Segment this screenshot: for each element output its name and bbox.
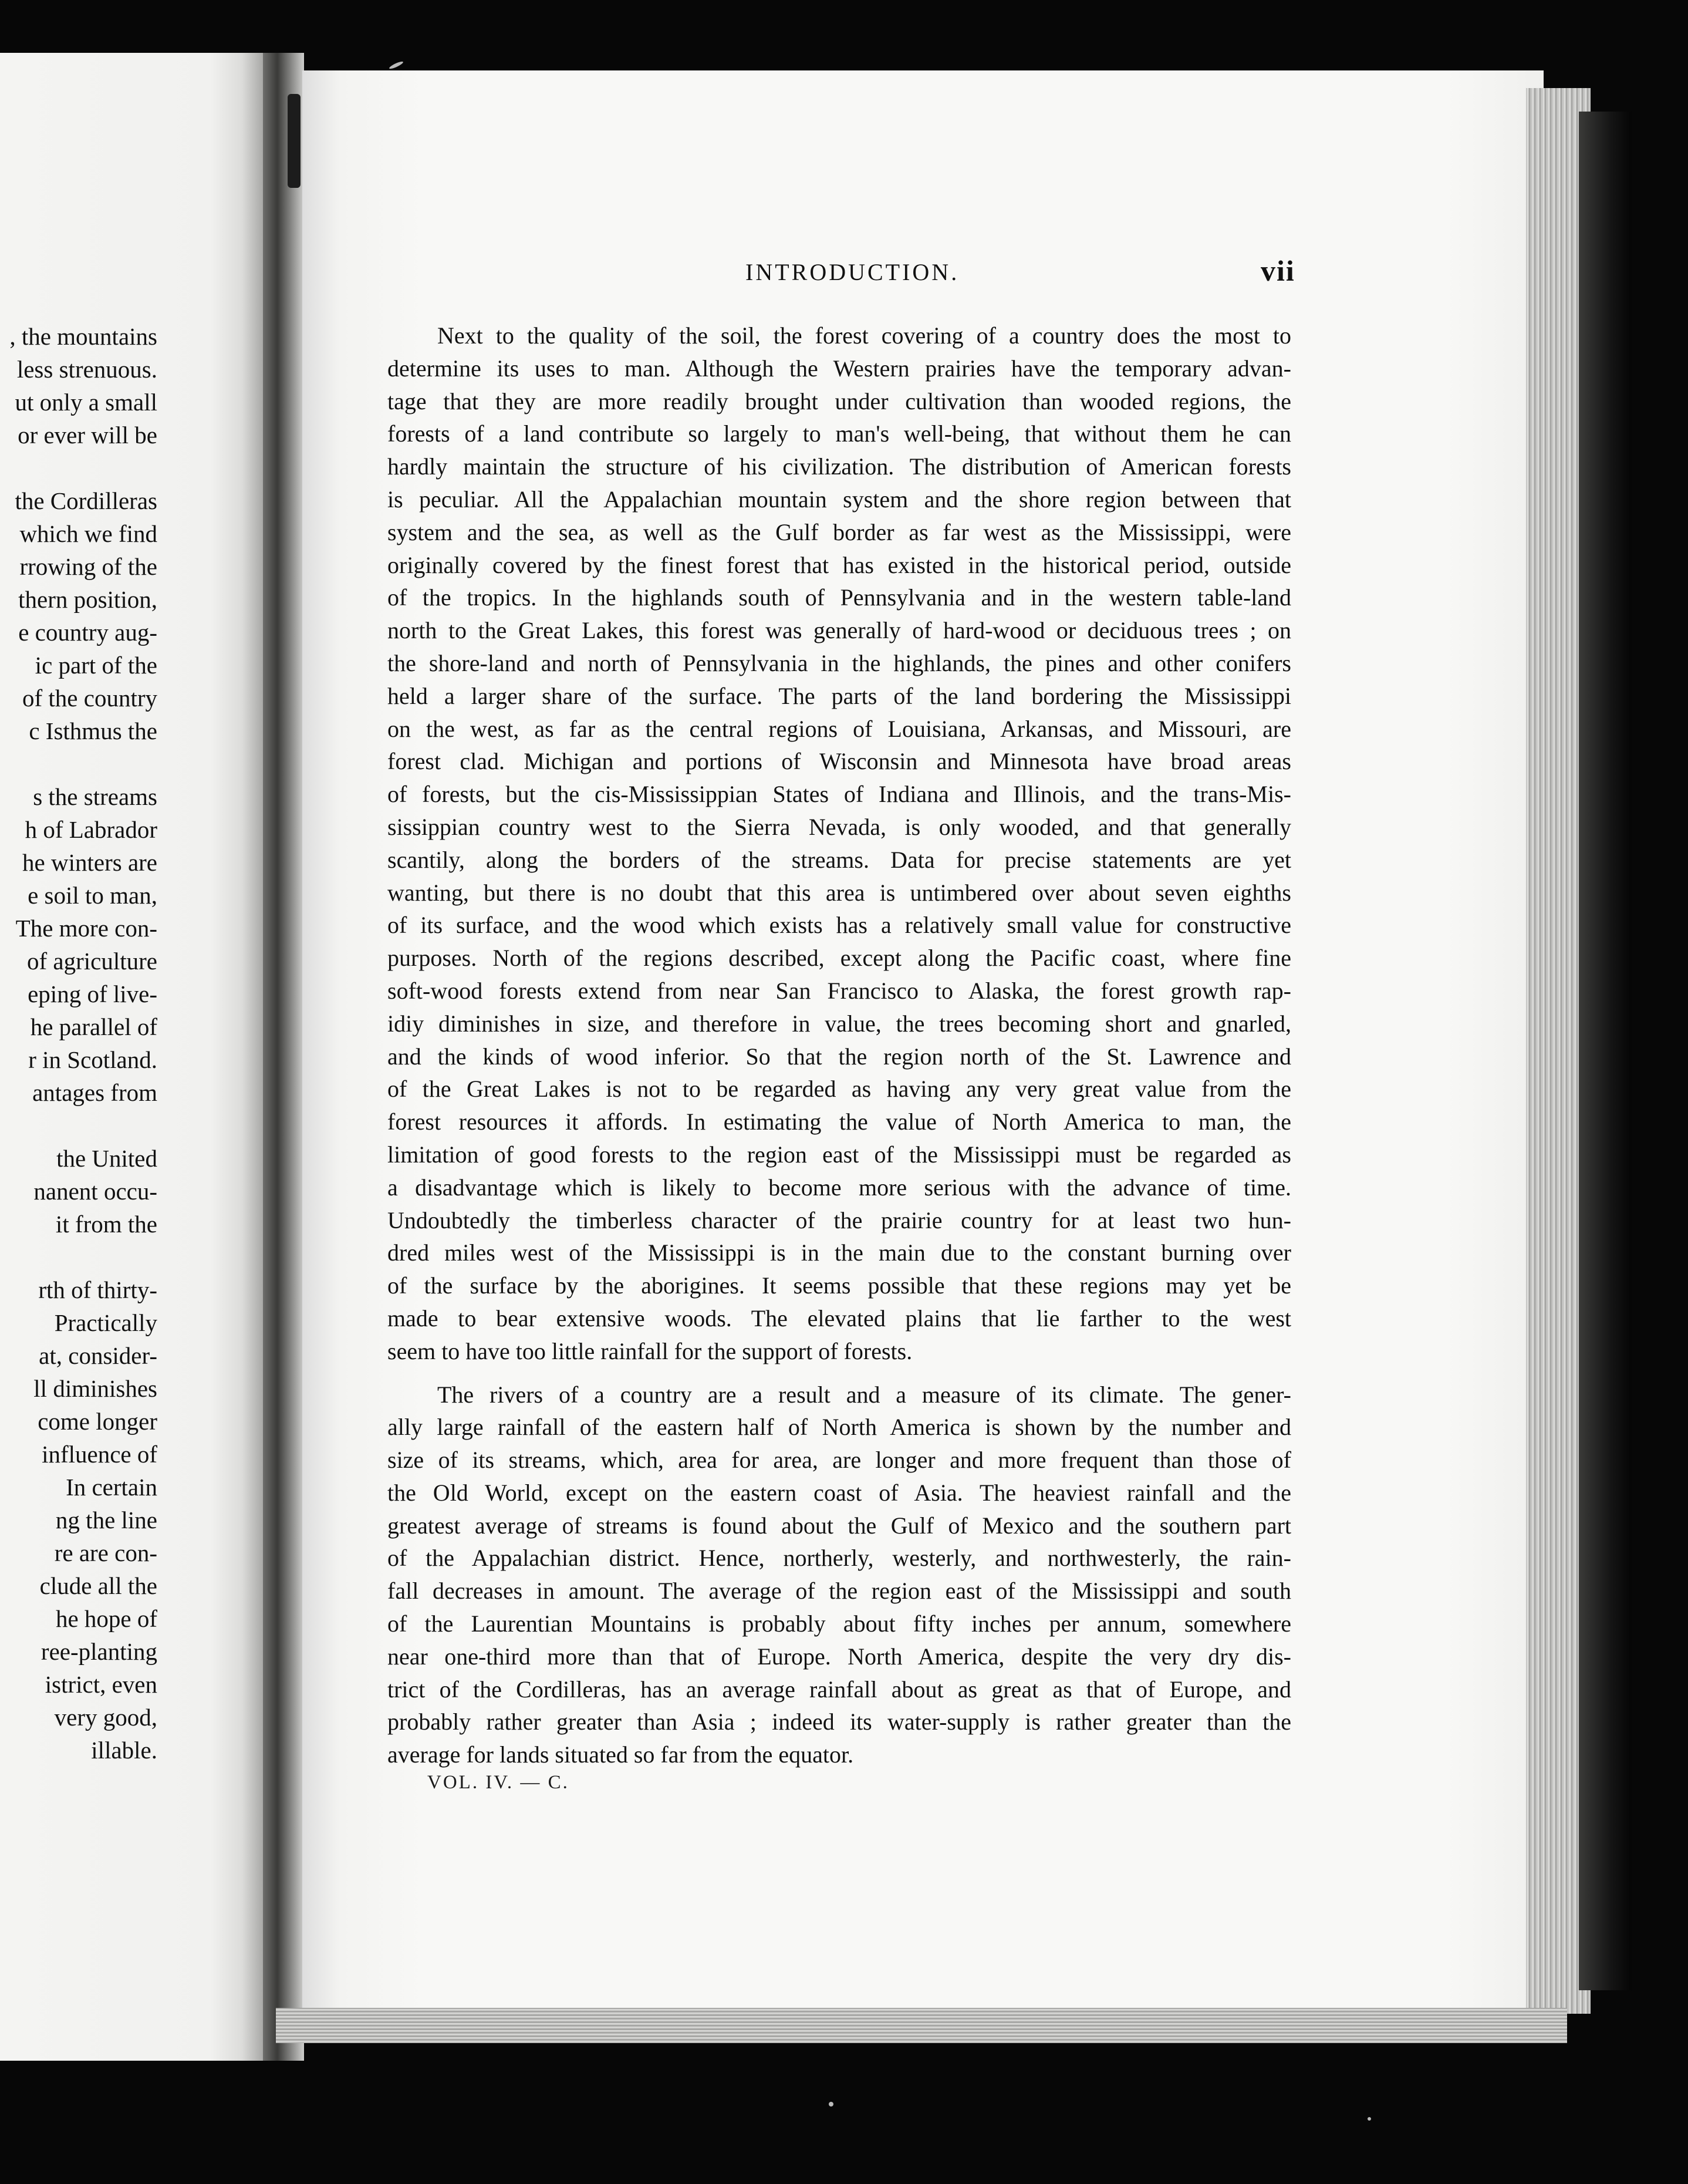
previous-page-line: influence of (42, 1441, 157, 1468)
text-line: Undoubtedly the timberless character of the prairie country for at least two hun- (387, 1206, 1291, 1233)
previous-page-line (0, 1109, 157, 1142)
previous-page-line: he hope of (55, 1605, 157, 1632)
previous-page-line (0, 747, 157, 780)
previous-page-line: thern position, (18, 586, 157, 613)
previous-page-line: he parallel of (30, 1013, 157, 1040)
text-line: of forests, but the cis-Mississippian States of Indiana and Illinois, and the trans-Mis- (387, 781, 1291, 808)
text-line: a disadvantage which is likely to become more serious with the advance of time. (387, 1174, 1291, 1201)
previous-page-line: or ever will be (18, 422, 157, 449)
text-line: of the Appalachian district. Hence, northerly, westerly, and northwesterly, the rain- (387, 1545, 1291, 1572)
previous-page-line: illable. (91, 1737, 157, 1764)
previous-page-line: re are con- (54, 1539, 157, 1566)
text-line: idiy diminishes in size, and therefore in value, the trees becoming short and gnarled, (387, 1010, 1291, 1037)
text-line: north to the Great Lakes, this forest was generally of hard-wood or deciduous trees ; on (387, 617, 1291, 644)
previous-page-line: it from the (55, 1211, 157, 1238)
previous-page-line: e country aug- (18, 619, 157, 646)
text-line: of the Great Lakes is not to be regarded as having any very great value from the (387, 1076, 1291, 1103)
text-line: near one-third more than that of Europe. North America, despite the very dry dis- (387, 1643, 1291, 1670)
text-line: forest resources it affords. In estimating the value of North America to man, the (387, 1108, 1291, 1135)
previous-page-text (0, 320, 157, 1767)
text-line: size of its streams, which, area for area, are longer and more frequent than those of (387, 1447, 1291, 1474)
text-line: scantily, along the borders of the streams. Data for precise statements are yet (387, 846, 1291, 873)
text-line: sissippian country west to the Sierra Nevada, is only wooded, and that generally (387, 813, 1291, 840)
previous-page-line: at, consider- (39, 1342, 157, 1369)
previous-page-line: less strenuous. (16, 356, 157, 383)
previous-page-line: nanent occu- (33, 1178, 157, 1205)
text-line: soft-wood forests extend from near San Francisco to Alaska, the forest growth rap- (387, 977, 1291, 1004)
previous-page-line: Practically (54, 1309, 157, 1336)
book-cover-edge (1579, 112, 1632, 1990)
dust-speck (829, 2102, 833, 2107)
text-line: of the Laurentian Mountains is probably about fifty inches per annum, somewhere (387, 1610, 1291, 1637)
text-line: fall decreases in amount. The average of the region east of the Mississippi and south (387, 1578, 1291, 1605)
previous-page-line: come longer (38, 1408, 157, 1435)
previous-page-line: c Isthmus the (29, 717, 157, 744)
previous-page-line: very good, (54, 1704, 157, 1731)
text-line: ally large rainfall of the eastern half of North America is shown by the number and (387, 1414, 1291, 1441)
text-line: greatest average of streams is found about the Gulf of Mexico and the southern part (387, 1512, 1291, 1539)
previous-page-line: rrowing of the (19, 553, 157, 580)
text-line: seem to have too little rainfall for the support of forests. (387, 1337, 913, 1364)
text-line: hardly maintain the structure of his civilization. The distribution of American forests (387, 453, 1291, 480)
text-line: The rivers of a country are a result and a measure of its climate. The gener- (437, 1381, 1291, 1408)
text-line: dred miles west of the Mississippi is in the main due to the constant burning over (387, 1239, 1291, 1266)
text-line: made to bear extensive woods. The elevated plains that lie farther to the west (387, 1305, 1291, 1332)
previous-page-line: , the mountains (9, 323, 157, 350)
text-line: average for lands situated so far from the equator. (387, 1741, 854, 1768)
previous-page-line: ree-planting (40, 1638, 157, 1665)
previous-page-line: the Cordilleras (15, 487, 157, 514)
previous-page-line: eping of live- (28, 980, 157, 1007)
running-head: INTRODUCTION. (745, 259, 960, 285)
text-line: determine its uses to man. Although the Western prairies have the temporary advan- (387, 355, 1291, 382)
previous-page-line: In certain (66, 1474, 157, 1501)
text-line: of the tropics. In the highlands south of Pennsylvania and in the western table-land (387, 584, 1291, 611)
dust-speck (389, 60, 404, 70)
text-line: probably rather greater than Asia ; indeed its water-supply is rather greater than the (387, 1708, 1291, 1735)
previous-page-line: antages from (32, 1079, 157, 1106)
previous-page-line: istrict, even (45, 1671, 157, 1698)
dust-speck (1368, 2117, 1371, 2121)
text-line: Next to the quality of the soil, the forest covering of a country does the most to (437, 322, 1291, 349)
previous-page-line: h of Labrador (25, 816, 157, 843)
previous-page-line (0, 1241, 157, 1273)
text-line: originally covered by the finest forest that has existed in the historical period, outside (387, 551, 1291, 578)
previous-page-line (0, 451, 157, 484)
previous-page-line: of agriculture (27, 948, 157, 975)
previous-page-line: s the streams (33, 783, 157, 810)
previous-page-line: of the country (22, 685, 157, 712)
page-number: vii (1261, 254, 1295, 287)
previous-page-line: rth of thirty- (38, 1276, 157, 1303)
text-line: forest clad. Michigan and portions of Wisconsin and Minnesota have broad areas (387, 748, 1291, 775)
text-line: on the west, as far as the central regions of Louisiana, Arkansas, and Missouri, are (387, 715, 1291, 742)
previous-page-line: the United (56, 1145, 157, 1172)
previous-page-line: ut only a small (15, 389, 157, 416)
signature-mark: VOL. IV. — C. (427, 1772, 569, 1793)
paragraph (387, 319, 1291, 1368)
text-line: limitation of good forests to the region east of the Mississippi must be regarded as (387, 1141, 1291, 1168)
previous-page-line: ic part of the (35, 652, 157, 679)
text-line: purposes. North of the regions described, except along the Pacific coast, where fine (387, 945, 1291, 972)
text-line: of the surface by the aborigines. It seems possible that these regions may yet be (387, 1272, 1291, 1299)
binding-thread (288, 94, 301, 188)
previous-page-line: clude all the (39, 1572, 157, 1599)
text-line: tage that they are more readily brought under cultivation than wooded regions, the (387, 387, 1291, 414)
previous-page-line: which we find (19, 520, 157, 547)
previous-page-line: The more con- (15, 915, 157, 942)
text-line: and the kinds of wood inferior. So that the region north of the St. Lawrence and (387, 1043, 1291, 1070)
text-line: trict of the Cordilleras, has an average rainfall about as great as that of Europe, and (387, 1676, 1291, 1703)
previous-page-line: r in Scotland. (28, 1046, 157, 1073)
text-line: the shore-land and north of Pennsylvania in the highlands, the pines and other conifers (387, 649, 1291, 676)
previous-page-line: ng the line (55, 1506, 157, 1533)
previous-page-line: ll diminishes (33, 1375, 157, 1402)
book-gutter (263, 53, 304, 2061)
text-line: held a larger share of the surface. The parts of the land bordering the Mississippi (387, 682, 1291, 709)
text-line: forests of a land contribute so largely to man's well-being, that without them he can (387, 420, 1291, 447)
previous-page-line: e soil to man, (28, 882, 157, 909)
text-line: is peculiar. All the Appalachian mountain system and the shore region between that (387, 486, 1291, 513)
page-bottom-edge (276, 2008, 1567, 2043)
paragraph (387, 1379, 1291, 1772)
text-line: system and the sea, as well as the Gulf border as far west as the Mississippi, were (387, 518, 1291, 545)
previous-page-line: he winters are (22, 849, 157, 876)
page-body (387, 319, 1291, 1771)
previous-page (0, 53, 263, 2061)
text-line: the Old World, except on the eastern coast of Asia. The heaviest rainfall and the (387, 1479, 1291, 1506)
text-line: of its surface, and the wood which exists has a relatively small value for constructive (387, 912, 1291, 939)
text-line: wanting, but there is no doubt that this area is untimbered over about seven eighths (387, 879, 1291, 906)
